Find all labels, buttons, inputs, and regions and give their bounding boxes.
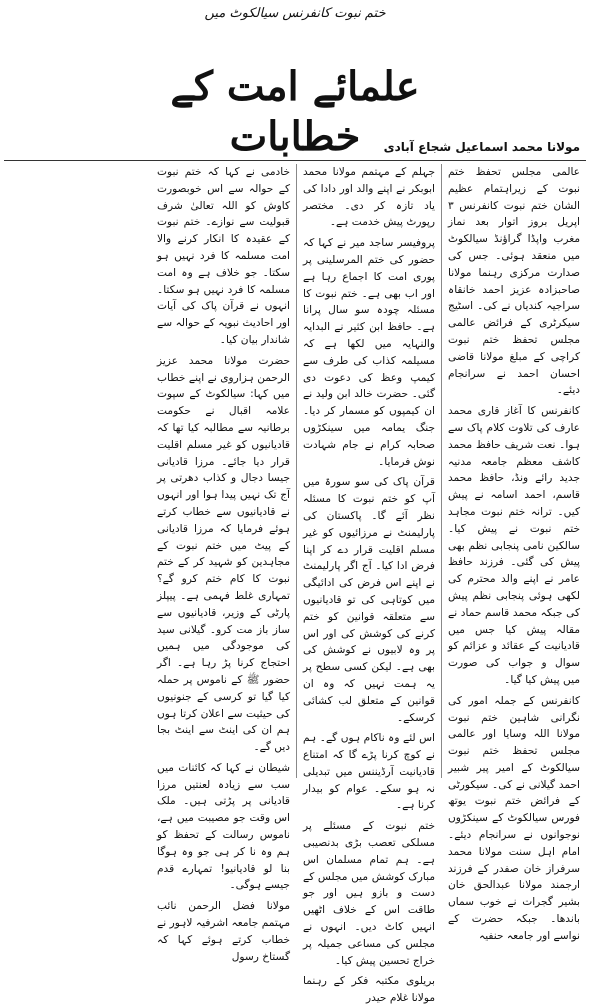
paragraph: کانفرنس کے جملہ امور کی نگرانی شاہین ختم نبوت مولانا اللہ وسایا اور عالمی مجلس تحفظ ختم نبوت سیالکوٹ کے امیر پیر شبیر احمد گیلانی نے کی۔ سیکورٹی کے فرائض ختم نبوت یوتھ فورس سیالکوٹ کے سینکڑوں نوجوانوں نے سرانجام دیئے۔ امام اہل سنت مولانا محمد سرفراز خان صفدر کے فرزند ارجمند مولانا عبدالحق خان بشیر گجرات نے خوب سماں باندھا۔ جبکہ حضرت کے نواسے اور جامعہ حنفیہ [448,694,580,942]
article-body [4,164,586,1005]
article-byline: مولانا محمد اسماعیل شجاع آبادی [383,140,580,154]
paragraph: جہلم کے مہتمم مولانا محمد ابوبکر نے اپنے والد اور دادا کی یاد تازہ کر دی۔ مختصر رپورٹ پیش خدمت ہے۔ [303,166,435,229]
paragraph: حضرت مولانا محمد عزیز الرحمن ہزاروی نے اپنے خطاب میں کہا: سیالکوٹ کے سپوت علامہ اقبال نے حکومت برطانیہ سے مطالبہ کیا تھا کہ قادیانیوں کو غیر مسلم اقلیت قرار دیا جائے۔ مرزا قادیانی جیسا دجال و کذاب دھرتی پر آج تک نہیں پیدا ہوا اور انہوں نے قادیانیوں سے خطاب کرتے ہوئے فرمایا کہ مرزا قادیانی کے پیٹ میں ختم نبوت کے مجاہدین کو شہید کر کے ختم نبوت کا کام ختم کرو گے؟ تمہاری غلط فہمی ہے۔ پیپلز پارٹی کے وزیر، قادیانیوں سے ساز باز مت کرو۔ گیلانی سید کی موجودگی میں ہمیں احتجاج کرنا پڑ رہا ہے۔ اگر حضور ﷺ کے ناموس پر حملہ کیا گیا تو کرسی کے جنونیوں کی حیثیت سے اعلان کرتا ہوں ہم ان کی اینٹ سے اینٹ بجا دیں گے۔ [157,354,290,754]
paragraph: مولانا فضل الرحمن نائب مہتمم جامعہ اشرفیہ لاہور نے خطاب کرتے ہوئے کہا کہ گستاخ رسول [157,900,290,963]
paragraph: قرآن پاک کی سو سورۃ میں آپ کو ختم نبوت کا مسئلہ نظر آئے گا۔ پاکستان کی پارلیمنٹ نے مرزائیوں کو غیر مسلم اقلیت قرار دے کر اپنا فرض ادا کیا۔ آج اگر پارلیمنٹ نے اپنے اس فرض کی ادائیگی میں کوتاہی کی تو قادیانیوں سے متعلقہ قوانین کو ختم کرنے کی کوشش کی اور اس پر وہ لابیوں نے کوشش کی بھی ہے۔ لیکن کسی سطح پر یہ ہمت نہیں کہ وہ ان قوانین کے متعلق لب کشائی کرسکے۔ [303,476,435,724]
paragraph: ختم نبوت کے مسئلے پر مسلکی تعصب بڑی بدنصیبی ہے۔ ہم تمام مسلمان اس مبارک کوشش میں مجلس کے دست و بازو ہیں اور جو طاقت اس کے خلاف اٹھیں انہیں کاٹ دیں۔ انہوں نے مجلس کی مساعی جمیلہ پر خراج تحسین پیش کیا۔ [303,820,435,967]
paragraph: کانفرنس کا آغاز قاری محمد عارف کی تلاوت کلام پاک سے ہوا۔ نعت شریف حافظ محمد کاشف معظم جامعہ مدنیہ جدید رائے ونڈ، حافظ محمد قاسم، احمد اسامہ نے پیش کیں۔ ترانہ ختم نبوت مجاہد ختم نبوت نے پیش کیا۔ سالکین نامی پنجابی نظم بھی پیش کی گئی۔ فرزند حافظ عامر نے اپنے والد محترم کی لکھی ہوئی پنجابی نظم پیش کی جبکہ محمد قاسم حماد نے مقالہ پیش کیا جس میں قادیانیت کے عقائد و عزائم کو سوال و جواب کی صورت میں پیش کیا گیا۔ [448,405,580,686]
paragraph: عالمی مجلس تحفظ ختم نبوت کے زیراہتمام عظیم الشان ختم نبوت کانفرنس ۳ اپریل بروز اتوار بعد نماز مغرب واپڈا گراؤنڈ سیالکوٹ میں منعقد ہوئی۔ جس کی صدارت مرکزی رہنما مولانا صاحبزادہ عزیز احمد خانقاہ سراجیہ کندیاں نے کی۔ اسٹیج سیکرٹری کے فرائض عالمی مجلس تحفظ ختم نبوت کراچی کے مبلغ مولانا قاضی احسان احمد نے سرانجام دیئے۔ [448,166,580,397]
paragraph: پروفیسر ساجد میر نے کہا کہ حضور کی ختم المرسلینی پر پوری امت کا اجماع رہا ہے اور اب بھی ہے۔ ختم نبوت کا مسئلہ چودہ سو سال پرانا ہے۔ حافظ ابن کثیر نے البدایہ والنہایہ میں لکھا ہے کہ مسیلمہ کذاب کی طرف سے کیمپ وعظ کی دعوت دی گئی۔ حضرت خالد ابن ولید نے ان کیمپوں کو مسمار کر دیا۔ جنگ یمامہ میں سینکڑوں صحابہ کرام نے جام شہادت نوش فرمایا۔ [303,237,435,468]
paragraph: خادمی نے کہا کہ ختم نبوت کے حوالہ سے اس خوبصورت کاوش کو اللہ تعالیٰ شرف قبولیت سے نوازے۔ ختم نبوت کے عقیدہ کا انکار کرنے والا امت مسلمہ کا فرد نہیں ہو سکتا۔ جو خلاف ہے وہ امت مسلمہ کا فرد نہیں ہو سکتا۔ انہوں نے قرآن پاک کی آیات اور احادیث نبویہ کے حوالہ سے شاندار بیان کیا۔ [157,166,290,346]
paragraph: بریلوی مکتبہ فکر کے رہنما مولانا غلام حیدر [303,975,435,1005]
byline-divider [4,160,586,161]
paragraph: شیطان نے کہا کہ کائنات میں سب سے زیادہ لعنتیں مرزا قادیانی پر پڑتی ہیں۔ ملک اس وقت جو مصیبت میں ہے، ناموس رسالت کے تحفظ کو ہم وہ نا کر ہی جو وہ ہوگا بنا لو قادیانیو! تمہارے قدم جیسے ہوگی۔ [157,761,290,892]
text-column-2 [296,164,441,1005]
text-column-3 [151,164,296,963]
text-column-1 [441,164,586,942]
article-headline: علمائے امت کے خطابات [170,63,420,160]
article-kicker: ختم نبوت کانفرنس سیالکوٹ میں [204,6,386,21]
paragraph: اس لئے وہ ناکام ہوں گے۔ ہم نے کوچ کرنا پڑے گا کہ امتناع قادیانیت آرڈیننس میں تبدیلی نہ ہو سکے۔ عوام کو بیدار کرنا ہے۔ [303,732,435,812]
